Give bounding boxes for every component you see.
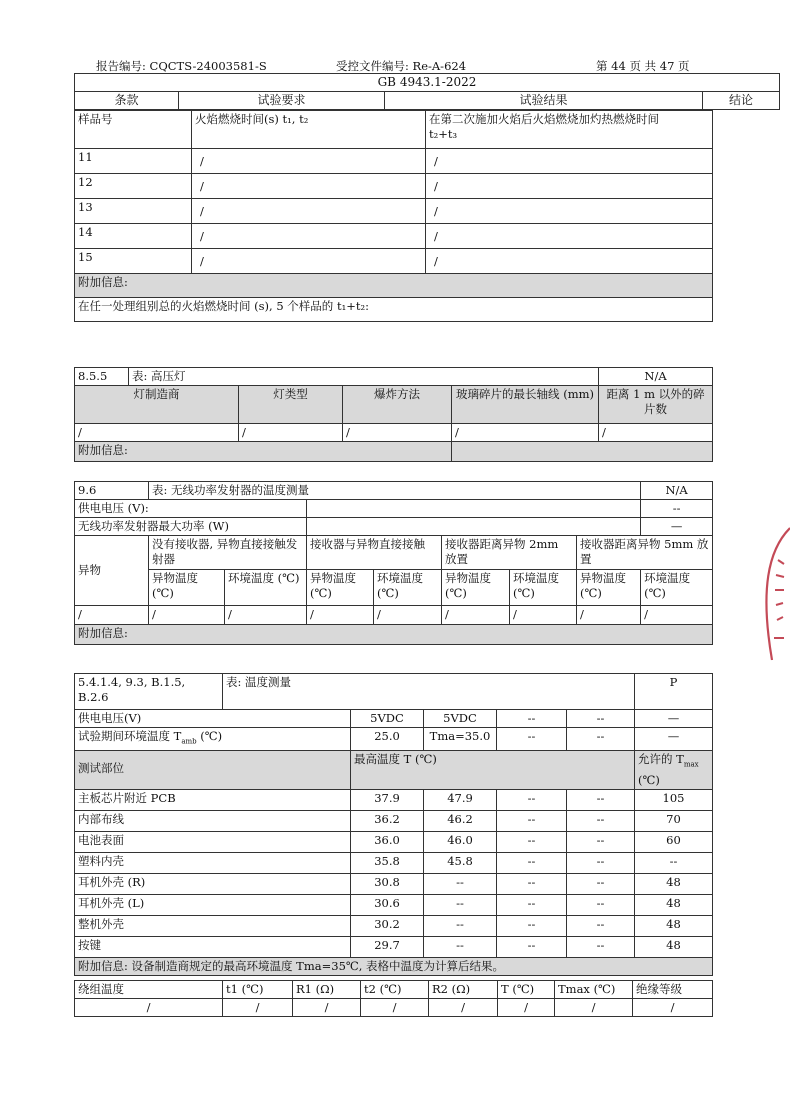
wireless-group-3: 接收器距离异物 2mm 放置 [442, 536, 577, 570]
flame-col-after: 在第二次施加火焰后火焰燃烧加灼热燃烧时间 t₂+t₃ [426, 111, 713, 149]
wireless-supply-label: 供电电压 (V): [75, 500, 307, 518]
temp-clause: 5.4.1.4, 9.3, B.1.5, B.2.6 [75, 674, 223, 710]
wireless-power-label: 无线功率发射器最大功率 (W) [75, 518, 307, 536]
wireless-sub-5: 异物温度 (℃) [442, 570, 510, 606]
flame-table [74, 110, 713, 322]
wireless-power-value: — [641, 518, 713, 536]
wireless-clause: 9.6 [75, 482, 149, 500]
lamp-table [74, 367, 713, 462]
wireless-supply-value: -- [641, 500, 713, 518]
lamp-col-maker: 灯制造商 [75, 386, 239, 424]
table-row: 塑料内壳 35.8 45.8 -- -- -- [75, 852, 713, 873]
wireless-foreign-label: 异物 [75, 536, 149, 606]
standard-name: GB 4943.1-2022 [75, 74, 780, 92]
temp-title: 表: 温度测量 [223, 674, 635, 710]
controlled-doc-number: 受控文件编号: Re-A-624 [336, 59, 467, 73]
table-row: / / / / / [75, 424, 713, 442]
wireless-verdict: N/A [641, 482, 713, 500]
lamp-col-method: 爆炸方法 [343, 386, 452, 424]
lamp-col-type: 灯类型 [239, 386, 343, 424]
wireless-title: 表: 无线功率发射器的温度测量 [149, 482, 641, 500]
table-row: 耳机外壳 (L) 30.6 -- -- -- 48 [75, 894, 713, 915]
col-requirement: 试验要求 [179, 92, 385, 110]
page-number: 第 44 页 共 47 页 [596, 59, 690, 73]
wireless-table [74, 481, 713, 645]
temp-verdict: P [635, 674, 713, 710]
table-row: 11 / / [75, 149, 713, 174]
lamp-col-axis: 玻璃碎片的最长轴线 (mm) [452, 386, 599, 424]
winding-col-label: 绕组温度 [75, 981, 223, 999]
wireless-sub-1: 异物温度 (℃) [149, 570, 225, 606]
table-row: 内部布线 36.2 46.2 -- -- 70 [75, 810, 713, 831]
report-number: 报告编号: CQCTS-24003581-S [96, 59, 267, 73]
lamp-verdict: N/A [599, 368, 713, 386]
lamp-extra-info: 附加信息: [75, 442, 452, 462]
table-row: 15 / / [75, 249, 713, 274]
table-row: 电池表面 36.0 46.0 -- -- 60 [75, 831, 713, 852]
temp-extra-info: 附加信息: 设备制造商规定的最高环境温度 Tma=35℃, 表格中温度为计算后结果。 [75, 957, 713, 975]
flame-extra-info: 附加信息: [75, 274, 713, 298]
standard-header-table [74, 73, 780, 110]
wireless-sub-3: 异物温度 (℃) [307, 570, 374, 606]
wireless-sub-7: 异物温度 (℃) [577, 570, 641, 606]
table-row: 耳机外壳 (R) 30.8 -- -- -- 48 [75, 873, 713, 894]
temp-supply-label: 供电电压(V) [75, 710, 351, 728]
temp-allow-label: 允许的 $T_{max}$ (℃) [635, 751, 713, 789]
table-row: 13 / / [75, 199, 713, 224]
table-row: 整机外壳 30.2 -- -- -- 48 [75, 915, 713, 936]
temp-part-label: 测试部位 [75, 751, 351, 789]
table-row: 14 / / [75, 224, 713, 249]
col-verdict: 结论 [703, 92, 780, 110]
seal-stamp [750, 520, 790, 670]
wireless-sub-8: 环境温度 (℃) [641, 570, 713, 606]
table-row: / / / / / / / / / [75, 606, 713, 625]
wireless-group-4: 接收器距离异物 5mm 放置 [577, 536, 713, 570]
flame-col-time: 火焰燃烧时间(s) t₁, t₂ [192, 111, 426, 149]
lamp-clause: 8.5.5 [75, 368, 129, 386]
lamp-col-fragments: 距离 1 m 以外的碎片数 [599, 386, 713, 424]
wireless-sub-4: 环境温度 (℃) [374, 570, 442, 606]
col-result: 试验结果 [385, 92, 703, 110]
flame-col-sample: 样品号 [75, 111, 192, 149]
winding-table: 绕组温度 t1 (℃) R1 (Ω) t2 (℃) R2 (Ω) T (℃) Tmax (℃) 绝缘等级 / / / / / / / / [74, 980, 713, 1017]
table-row: 12 / / [75, 174, 713, 199]
temperature-table: 5.4.1.4, 9.3, B.1.5, B.2.6 表: 温度测量 P 供电电压(V) 5VDC 5VDC -- -- — 试验期间环境温度 $T_{amb}$ (℃) 25.0 Tma=35.0 -- -- — 测试部位 最高温度 T (℃) 允许的 $T_{max}$ (℃) 主板芯片附近 PCB 37.9 47.9 -- -- 105 内部布线 36.2 46.2 -- -- 70 电池表面 36.0 46.0 -- -- 60 塑料内壳 35.8 45.8 -- -- -- 耳机外壳 (R) 30.8 -- -- -- 48 耳机外壳 (L) 30.6 -- -- -- 48 整机外壳 30.2 -- -- -- 48 按键 29.7 -- -- -- 48 附加信息: 设备制造商规定的最高环境温度 Tma=35℃, 表格中温度为计算后结果。 [74, 673, 713, 976]
wireless-sub-2: 环境温度 (℃) [225, 570, 307, 606]
wireless-group-1: 没有接收器, 异物直接接触发射器 [149, 536, 307, 570]
temp-max-label: 最高温度 T (℃) [351, 751, 635, 789]
wireless-sub-6: 环境温度 (℃) [510, 570, 577, 606]
temp-ambient-label: 试验期间环境温度 $T_{amb}$ (℃) [75, 728, 351, 751]
wireless-extra-info: 附加信息: [75, 625, 713, 645]
col-clause: 条款 [75, 92, 179, 110]
table-row: 主板芯片附近 PCB 37.9 47.9 -- -- 105 [75, 789, 713, 810]
flame-note: 在任一处理组别总的火焰燃烧时间 (s), 5 个样品的 t₁+t₂: [75, 298, 713, 322]
wireless-group-2: 接收器与异物直接接触 [307, 536, 442, 570]
table-row: 按键 29.7 -- -- -- 48 [75, 936, 713, 957]
lamp-title: 表: 高压灯 [129, 368, 599, 386]
table-row: / / / / / / / / [75, 999, 713, 1017]
